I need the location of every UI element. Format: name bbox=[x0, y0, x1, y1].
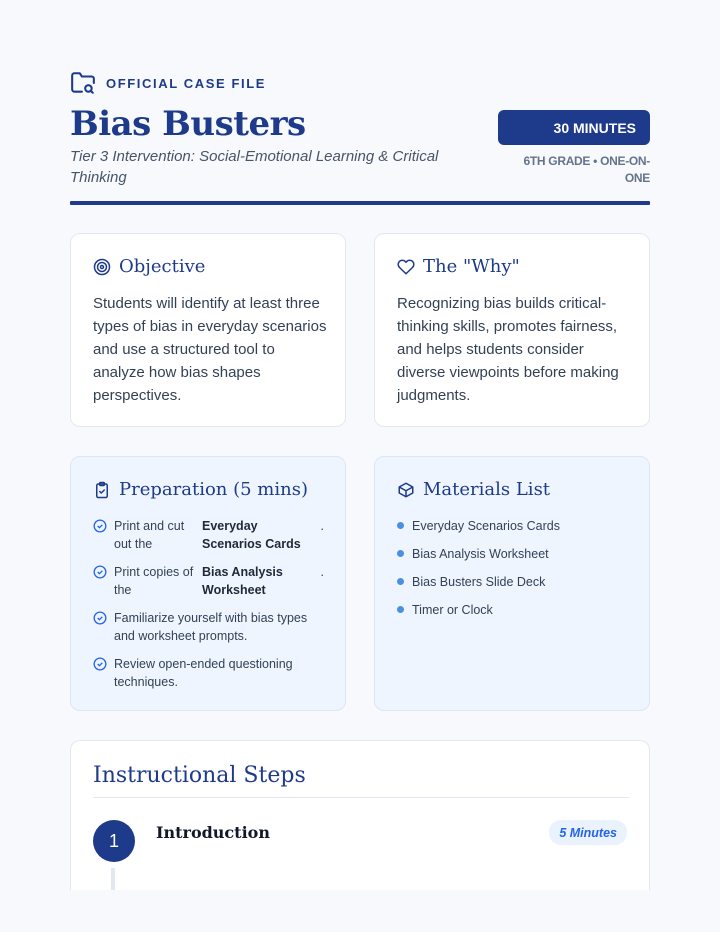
why-text: Recognizing bias builds critical-thinking skills, promotes fairness, and helps students consider diverse viewpoints before making judgments. bbox=[397, 295, 619, 404]
check-circle-icon bbox=[93, 519, 107, 533]
material-label: Everyday Scenarios Cards bbox=[412, 518, 560, 533]
item-suffix: . bbox=[320, 519, 324, 533]
item-prefix: Print and cut out the bbox=[114, 519, 185, 551]
materials-card bbox=[374, 456, 650, 711]
kicker bbox=[70, 70, 650, 96]
bullet-dot bbox=[397, 550, 404, 557]
header bbox=[70, 70, 650, 186]
grade-label: 6TH GRADE • ONE-ON-ONE bbox=[523, 154, 650, 185]
step-number: 1 bbox=[93, 820, 135, 862]
duration-badge: 30 MINUTES bbox=[498, 110, 650, 145]
kicker-label: OFFICIAL CASE FILE bbox=[106, 75, 267, 91]
bullet-dot bbox=[397, 578, 404, 585]
list-item bbox=[397, 573, 560, 590]
objective-card bbox=[70, 233, 346, 427]
preparation-list bbox=[93, 517, 331, 701]
step-time-badge: 5 Minutes bbox=[549, 820, 627, 845]
clipboard-check-icon bbox=[93, 481, 111, 499]
item-bold: Bias Analysis Worksheet bbox=[202, 565, 283, 597]
materials-title: Materials List bbox=[423, 479, 551, 500]
list-item bbox=[397, 517, 560, 534]
steps-divider bbox=[93, 797, 629, 798]
item-bold: Everyday Scenarios Cards bbox=[202, 519, 301, 551]
check-circle-icon bbox=[93, 611, 107, 625]
bullet-dot bbox=[397, 522, 404, 529]
folder-search-icon bbox=[70, 70, 96, 96]
item-text: Review open-ended questioning techniques. bbox=[114, 657, 293, 689]
list-item bbox=[93, 517, 331, 553]
list-item bbox=[93, 563, 331, 599]
bullet-dot bbox=[397, 606, 404, 613]
check-circle-icon bbox=[93, 565, 107, 579]
objective-text: Students will identify at least three types of bias in everyday scenarios and use a structured tool to analyze how bias shapes perspectives. bbox=[93, 295, 327, 404]
step-title: Introduction bbox=[156, 823, 270, 842]
target-icon bbox=[93, 258, 111, 276]
material-label: Timer or Clock bbox=[412, 602, 493, 617]
step-connector bbox=[111, 868, 115, 890]
page-title: Bias Busters bbox=[70, 104, 306, 144]
why-title: The "Why" bbox=[423, 256, 520, 277]
item-suffix: . bbox=[320, 565, 324, 579]
header-divider bbox=[70, 201, 650, 205]
item-prefix: Print copies of the bbox=[114, 565, 194, 597]
steps-title: Instructional Steps bbox=[93, 763, 306, 788]
preparation-card bbox=[70, 456, 346, 711]
why-card bbox=[374, 233, 650, 427]
material-label: Bias Analysis Worksheet bbox=[412, 546, 549, 561]
check-circle-icon bbox=[93, 657, 107, 671]
box-icon bbox=[397, 481, 415, 499]
preparation-title: Preparation (5 mins) bbox=[119, 479, 308, 500]
objective-title: Objective bbox=[119, 256, 206, 277]
list-item bbox=[93, 609, 331, 645]
list-item bbox=[397, 601, 560, 618]
heart-icon bbox=[397, 258, 415, 276]
page-subtitle: Tier 3 Intervention: Social-Emotional Learning & Critical Thinking bbox=[70, 148, 439, 186]
item-text: Familiarize yourself with bias types and worksheet prompts. bbox=[114, 611, 308, 643]
list-item bbox=[397, 545, 560, 562]
material-label: Bias Busters Slide Deck bbox=[412, 574, 546, 589]
list-item bbox=[93, 655, 331, 691]
materials-list bbox=[397, 517, 560, 629]
instructional-steps-card bbox=[70, 740, 650, 890]
